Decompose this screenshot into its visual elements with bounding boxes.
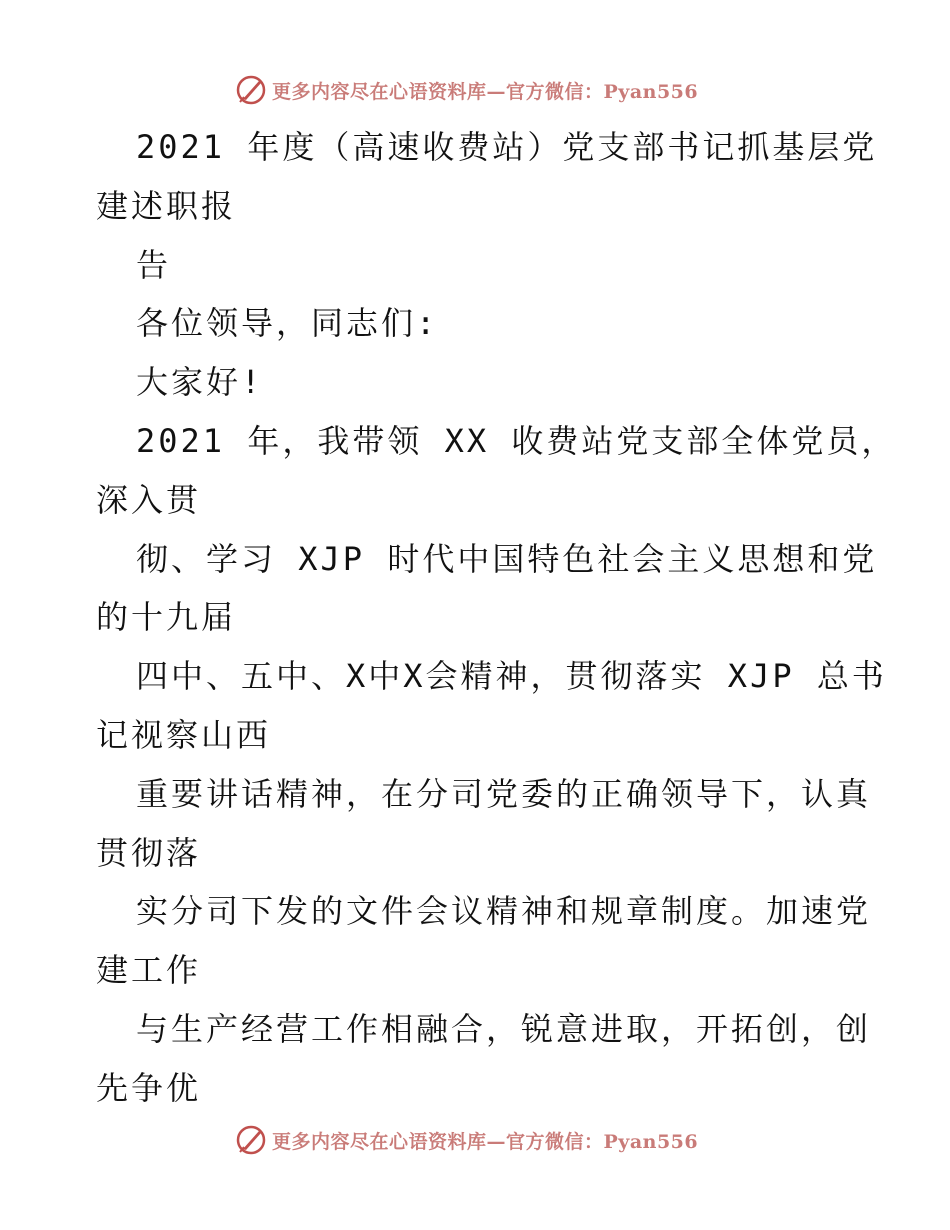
document-body	[96, 118, 897, 1118]
watermark-text: 更多内容尽在心语资料库—官方微信：Pyan556	[272, 80, 699, 103]
doc-line: 告	[136, 245, 172, 284]
header-watermark	[234, 70, 698, 110]
doc-line: 记视察山西	[96, 715, 272, 754]
doc-line: 重要讲话精神，在分司党委的正确领导下，认真	[136, 774, 872, 813]
doc-line: 2021 年，我带领 XX 收费站党支部全体党员，	[136, 421, 897, 460]
quill-pen-circle-icon	[234, 73, 268, 107]
doc-line: 与生产经营工作相融合，锐意进取，开拓创，创	[136, 1009, 872, 1048]
footer-watermark	[234, 1120, 698, 1160]
doc-line: 各位领导，同志们:	[136, 304, 439, 343]
doc-line: 的十九届	[96, 598, 237, 637]
doc-line: 大家好!	[136, 363, 264, 402]
doc-line: 先争优	[96, 1068, 202, 1107]
doc-line: 深入贯	[96, 480, 202, 519]
doc-line: 贯彻落	[96, 833, 202, 872]
quill-pen-circle-icon	[234, 1123, 268, 1157]
doc-line: 彻、学习 XJP 时代中国特色社会主义思想和党	[136, 539, 878, 578]
doc-line: 建工作	[96, 951, 202, 990]
doc-line: 实分司下发的文件会议精神和规章制度。加速党	[136, 892, 872, 931]
watermark-text: 更多内容尽在心语资料库—官方微信：Pyan556	[272, 1130, 699, 1153]
doc-line: 四中、五中、X中X会精神，贯彻落实 XJP 总书	[136, 657, 887, 696]
doc-line: 建述职报	[96, 186, 237, 225]
doc-line: 2021 年度（高速收费站）党支部书记抓基层党	[136, 128, 878, 166]
